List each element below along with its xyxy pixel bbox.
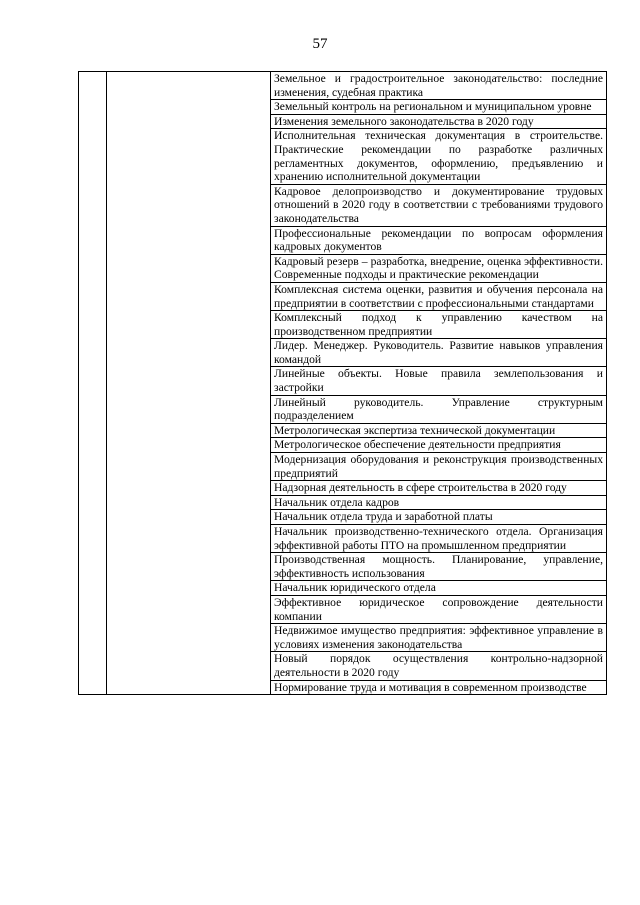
course-title-cell: Земельное и градостроительное законодательство: последние изменения, судебная практика — [271, 72, 607, 100]
course-title-cell: Начальник отдела труда и заработной платы — [271, 510, 607, 525]
program-cell — [107, 72, 271, 695]
page-number: 57 — [312, 36, 328, 52]
course-title-cell: Производственная мощность. Планирование, управление, эффективность использования — [271, 553, 607, 581]
table-row — [79, 72, 607, 100]
course-title-cell: Эффективное юридическое сопровождение деятельности компании — [271, 595, 607, 623]
course-title-cell: Исполнительная техническая документация в строительстве. Практические рекомендации по разработке различных регламентных документов, оформлению, предъявлению и хранению исполнительной документации — [271, 129, 607, 184]
course-table — [78, 71, 607, 695]
course-title-cell: Линейный руководитель. Управление структурным подразделением — [271, 395, 607, 423]
course-title-cell: Модернизация оборудования и реконструкция производственных предприятий — [271, 453, 607, 481]
course-title-cell: Надзорная деятельность в сфере строительства в 2020 году — [271, 481, 607, 496]
course-title-cell: Нормирование труда и мотивация в современном производстве — [271, 680, 607, 695]
course-title-cell: Комплексный подход к управлению качеством на производственном предприятии — [271, 311, 607, 339]
course-title-cell: Новый порядок осуществления контрольно-надзорной деятельности в 2020 году — [271, 652, 607, 680]
course-title-cell: Лидер. Менеджер. Руководитель. Развитие навыков управления командой — [271, 339, 607, 367]
course-title-cell: Изменения земельного законодательства в 2020 году — [271, 114, 607, 129]
course-title-cell: Кадровое делопроизводство и документирование трудовых отношений в 2020 году в соответствии с требованиями трудового законодательства — [271, 184, 607, 226]
course-title-cell: Профессиональные рекомендации по вопросам оформления кадровых документов — [271, 226, 607, 254]
course-title-cell: Недвижимое имущество предприятия: эффективное управление в условиях изменения законодательства — [271, 624, 607, 652]
course-title-cell: Земельный контроль на региональном и муниципальном уровне — [271, 100, 607, 115]
course-title-cell: Линейные объекты. Новые правила землепользования и застройки — [271, 367, 607, 395]
number-cell — [79, 72, 107, 695]
course-title-cell: Начальник юридического отдела — [271, 581, 607, 596]
course-table-body — [79, 72, 607, 695]
course-title-cell: Кадровый резерв – разработка, внедрение, оценка эффективности. Современные подходы и практические рекомендации — [271, 254, 607, 282]
course-title-cell: Комплексная система оценки, развития и обучения персонала на предприятии в соответствии с профессиональными стандартами — [271, 282, 607, 310]
course-title-cell: Начальник отдела кадров — [271, 495, 607, 510]
course-title-cell: Метрологическое обеспечение деятельности предприятия — [271, 438, 607, 453]
course-title-cell: Начальник производственно-технического отдела. Организация эффективной работы ПТО на промышленном предприятии — [271, 525, 607, 553]
course-title-cell: Метрологическая экспертиза технической документации — [271, 423, 607, 438]
